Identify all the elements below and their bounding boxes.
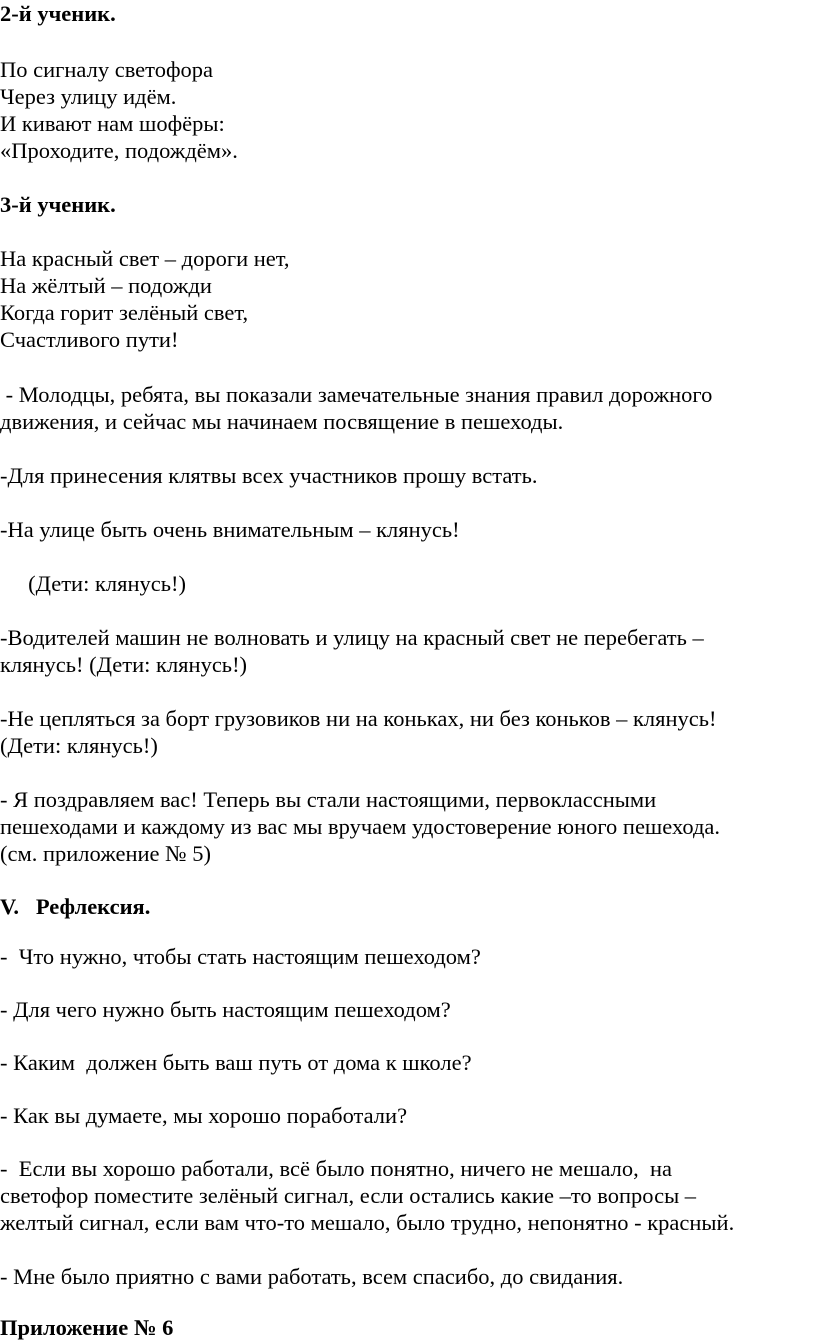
question-3: - Каким должен быть ваш путь от дома к школе? bbox=[0, 1050, 472, 1075]
oath-3-line-2: (Дети: клянусь!) bbox=[0, 733, 158, 758]
heading-student-3: 3-й ученик. bbox=[0, 192, 116, 217]
heading-student-2: 2-й ученик. bbox=[0, 1, 116, 26]
signal-paragraph-line-2: светофор поместите зелёный сигнал, если остались какие –то вопросы – bbox=[0, 1183, 697, 1208]
paragraph-molodtsy-line-2: движения, и сейчас мы начинаем посвящение в пешеходы. bbox=[0, 409, 564, 434]
poem-2-line-4: «Проходите, подождём». bbox=[0, 138, 238, 163]
oath-2-line-1: -Водителей машин не волновать и улицу на красный свет не перебегать – bbox=[0, 625, 704, 650]
appendix-heading: Приложение № 6 bbox=[0, 1315, 174, 1340]
poem-3-line-3: Когда горит зелёный свет, bbox=[0, 300, 249, 325]
question-1: - Что нужно, чтобы стать настоящим пешеходом? bbox=[0, 944, 481, 969]
question-2: - Для чего нужно быть настоящим пешеходом? bbox=[0, 997, 451, 1022]
signal-paragraph-line-3: желтый сигнал, если вам что-то мешало, было трудно, непонятно - красный. bbox=[0, 1210, 735, 1235]
paragraph-klyatva: -Для принесения клятвы всех участников прошу встать. bbox=[0, 463, 538, 488]
poem-2-line-2: Через улицу идём. bbox=[0, 84, 177, 109]
paragraph-molodtsy-line-1: - Молодцы, ребята, вы показали замечательные знания правил дорожного bbox=[0, 382, 713, 407]
oath-1: -На улице быть очень внимательным – клянусь! bbox=[0, 517, 460, 542]
poem-3-line-2: На жёлтый – подожди bbox=[0, 273, 212, 298]
children-response-1: (Дети: клянусь!) bbox=[0, 571, 187, 596]
congrats-line-3: (см. приложение № 5) bbox=[0, 841, 211, 866]
goodbye-paragraph: - Мне было приятно с вами работать, всем спасибо, до свидания. bbox=[0, 1264, 624, 1289]
oath-2-line-2: клянусь! (Дети: клянусь!) bbox=[0, 652, 248, 677]
signal-paragraph-line-1: - Если вы хорошо работали, всё было понятно, ничего не мешало, на bbox=[0, 1156, 673, 1181]
question-4: - Как вы думаете, мы хорошо поработали? bbox=[0, 1103, 408, 1128]
congrats-line-2: пешеходами и каждому из вас мы вручаем удостоверение юного пешехода. bbox=[0, 814, 720, 839]
poem-2-line-3: И кивают нам шофёры: bbox=[0, 111, 225, 136]
poem-2-line-1: По сигналу светофора bbox=[0, 57, 214, 82]
section-reflection-heading: V. Рефлексия. bbox=[0, 894, 151, 919]
poem-3-line-1: На красный свет – дороги нет, bbox=[0, 246, 290, 271]
poem-3-line-4: Счастливого пути! bbox=[0, 327, 179, 352]
oath-3-line-1: -Не цепляться за борт грузовиков ни на коньках, ни без коньков – клянусь! bbox=[0, 706, 717, 731]
congrats-line-1: - Я поздравляем вас! Теперь вы стали настоящими, первоклассными bbox=[0, 787, 657, 812]
